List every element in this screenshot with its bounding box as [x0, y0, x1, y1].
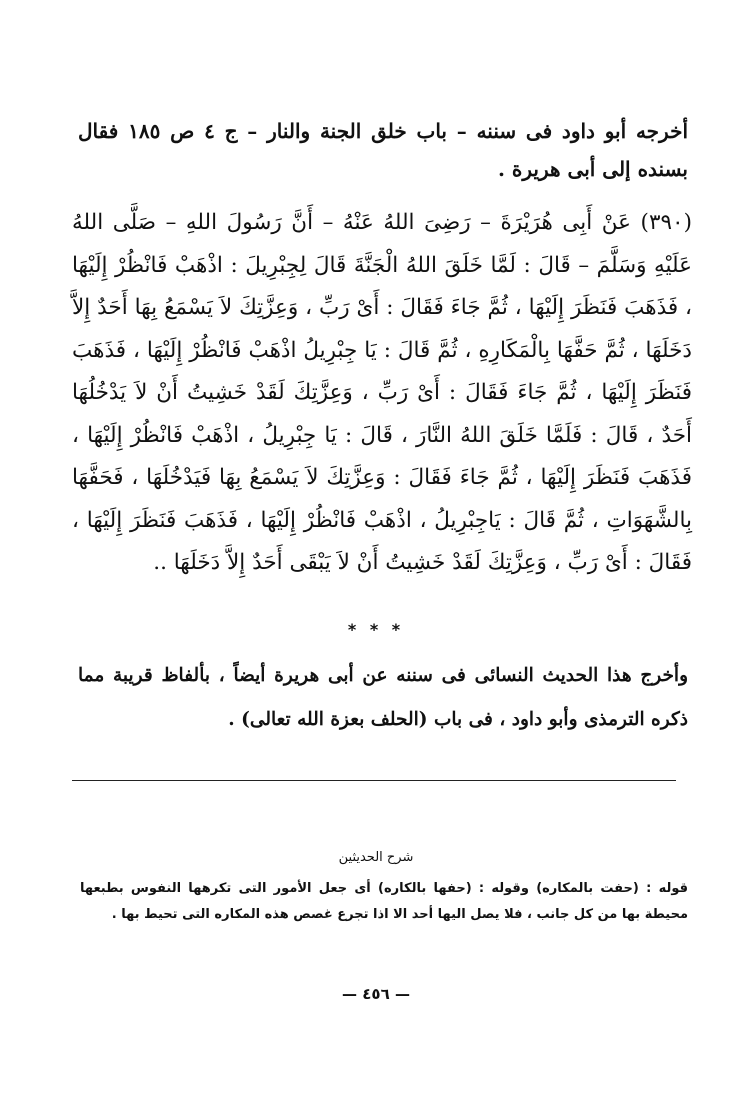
intro-paragraph: أخرجه أبو داود فى سننه – باب خلق الجنة والنار – ج ٤ ص ١٨٥ فقال بسنده إلى أبى هريرة .: [78, 119, 689, 181]
hadith-text: (٣٩٠) عَنْ أَبِى هُرَيْرَةَ – رَضِىَ اللهُ عَنْهُ – أَنَّ رَسُولَ اللهِ – صَلَّى اللهُ عَلَيْهِ وَسَلَّمَ – قَالَ : لَمَّا خَلَقَ اللهُ الْجَنَّةَ قَالَ لِجِبْرِيلَ : اذْهَبْ فَانْظُرْ إِلَيْهَا ، فَذَهَبَ فَنَظَرَ إِلَيْهَا ، ثُمَّ جَاءَ فَقَالَ : أَىْ رَبِّ ، وَعِزَّتِكَ لاَ يَسْمَعُ بِهَا أَحَدٌ إِلاَّ دَخَلَهَا ، ثُمَّ حَفَّهَا بِالْمَكَارِهِ ، ثُمَّ قَالَ : يَا جِبْرِيلُ اذْهَبْ فَانْظُرْ إِلَيْهَا ، فَذَهَبَ فَنَظَرَ إِلَيْهَا ، ثُمَّ جَاءَ فَقَالَ : أَىْ رَبِّ ، وَعِزَّتِكَ لَقَدْ خَشِيتُ أَنْ لاَ يَدْخُلُهَا أَحَدٌ ، قَالَ : فَلَمَّا خَلَقَ اللهُ النَّارَ ، قَالَ : يَا جِبْرِيلُ ، اذْهَبْ فَانْظُرْ إِلَيْهَا ، فَذَهَبَ فَنَظَرَ إِلَيْهَا ، ثُمَّ جَاءَ فَقَالَ : وَعِزَّتِكَ لاَ يَسْمَعُ بِهَا فَيَدْخُلَهَا ، فَحَفَّهَا بِالشَّهَوَاتِ ، ثُمَّ قَالَ : يَاجِبْرِيلُ ، اذْهَبْ فَانْظُرْ إِلَيْهَا ، فَذَهَبَ فَنَظَرَ إِلَيْهَا ، فَقَالَ : أَىْ رَبِّ ، وَعِزَّتِكَ لَقَدْ خَشِيتُ أَنْ لاَ يَبْقَى أَحَدٌ إِلاَّ دَخَلَهَا ..: [72, 210, 692, 575]
commentary-title: شرح الحديثين: [338, 850, 414, 865]
section-separator: * * *: [347, 620, 405, 639]
footnote-divider: [72, 780, 676, 781]
commentary-text: قوله : (حفت بالمكاره) وقوله : (حفها بالكاره) أى جعل الأمور التى تكرهها النفوس بطبعها محيطة بها من كل جانب ، فلا يصل اليها أحد الا اذا تجرع غصص هذه المكاره التى تحيط بها .: [80, 881, 688, 922]
page-number: — ٤٥٦ —: [342, 985, 410, 1003]
note-paragraph: وأخرج هذا الحديث النسائى فى سننه عن أبى هريرة أيضاً ، بألفاظ قريبة مما ذكره الترمذى وأبو داود ، فى باب (الحلف بعزة الله تعالى) .: [78, 665, 688, 730]
